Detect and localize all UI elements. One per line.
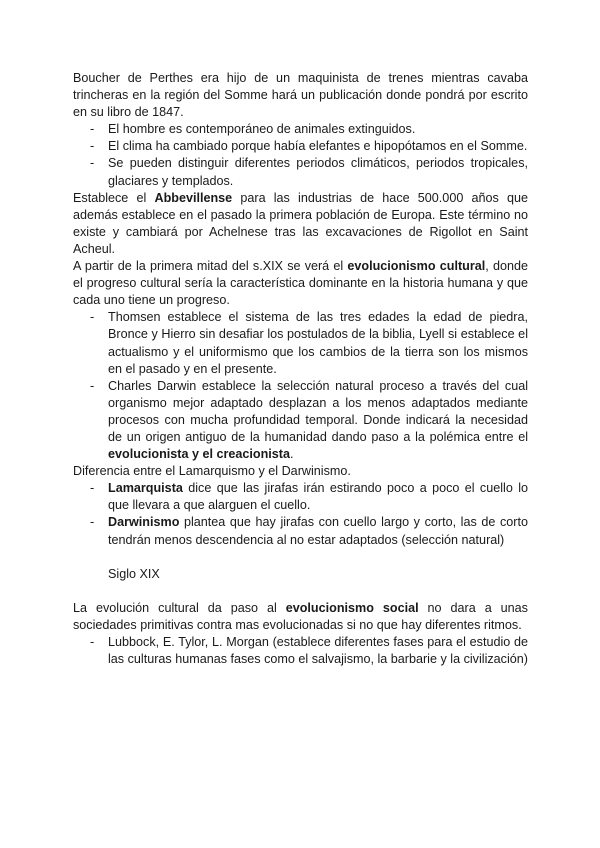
bullet-dash: -	[90, 310, 95, 325]
term-darwinismo: Darwinismo	[108, 515, 180, 530]
list-authors	[73, 309, 528, 463]
bullet-dash: -	[90, 515, 95, 530]
list-item: - Darwinismo plantea que hay jirafas con cuello largo y corto, las de corto tendrán menos descendencia al no estar adaptados (selección natural)	[90, 515, 528, 547]
list-social-authors	[73, 634, 528, 668]
term-evolucionismo-cultural: evolucionismo cultural	[347, 259, 486, 274]
paragraph-boucher: Boucher de Perthes era hijo de un maquinista de trenes mientras cavaba trincheras en la región del Somme hará un publicación donde pondrá por escrito en su libro de 1847.	[73, 71, 528, 120]
paragraph-evolucionismo-social: La evolución cultural da paso al evolucionismo social no dara a unas sociedades primitivas contra mas evolucionadas si no que hay diferentes ritmos.	[73, 600, 528, 632]
list-boucher-conclusions	[73, 121, 528, 189]
term-evolucionista-creacionista: evolucionista y el creacionista	[108, 447, 290, 462]
list-item: - El hombre es contemporáneo de animales extinguidos.	[73, 121, 528, 138]
list-item: - Se pueden distinguir diferentes periodos climáticos, periodos tropicales, glaciares y templados.	[90, 156, 528, 188]
bullet-dash: -	[90, 481, 95, 496]
bullet-dash: -	[90, 156, 95, 171]
bullet-dash: -	[90, 634, 95, 649]
section-heading-siglo: Siglo XIX	[108, 566, 160, 581]
term-abbevillense: Abbevillense	[154, 190, 233, 205]
list-item: - Lubbock, E. Tylor, L. Morgan (establece diferentes fases para el estudio de las culturas humanas fases como el salvajismo, la barbarie y la civilización)	[90, 634, 528, 666]
paragraph-diferencia: Diferencia entre el Lamarquismo y el Darwinismo.	[73, 464, 351, 479]
term-lamarquista: Lamarquista	[108, 481, 183, 496]
bullet-dash: -	[90, 378, 95, 393]
bullet-dash: -	[90, 122, 95, 137]
list-item: - El clima ha cambiado porque había elefantes e hipopótamos en el Somme.	[73, 138, 528, 155]
paragraph-abbevillense: Establece el Abbevillense para las industrias de hace 500.000 años que además establece en el pasado la primera población de Europa. Este término no existe y cambiará por Achelnese tras las excavaciones de Rigollot en Saint Acheul.	[73, 190, 529, 256]
list-lamarck-darwin	[73, 480, 528, 548]
list-item: - Lamarquista dice que las jirafas irán estirando poco a poco el cuello lo que llevara a que alarguen el cuello.	[90, 481, 528, 513]
list-item: - Charles Darwin establece la selección natural proceso a través del cual organismo mejor adaptado desplazan a los menos adaptados mediante procesos con mucha profundidad temporal. Donde indicará la necesidad de un origen antiguo de la humanidad dando paso a la polémica entre el evolucionista y el creacionista.	[90, 378, 528, 462]
term-evolucionismo-social: evolucionismo social	[285, 600, 419, 615]
list-item: - Thomsen establece el sistema de las tres edades la edad de piedra, Bronce y Hierro sin desafiar los postulados de la biblia, Lyell si establece el actualismo y el uniformismo que los cambios de la tierra son los mismos en el pasado y en el presente.	[90, 310, 528, 376]
paragraph-evolucionismo-cultural: A partir de la primera mitad del s.XIX se verá el evolucionismo cultural, donde el progreso cultural sería la característica dominante en la historia humana y que cada uno tiene un progreso.	[73, 259, 528, 308]
bullet-dash: -	[90, 139, 95, 154]
